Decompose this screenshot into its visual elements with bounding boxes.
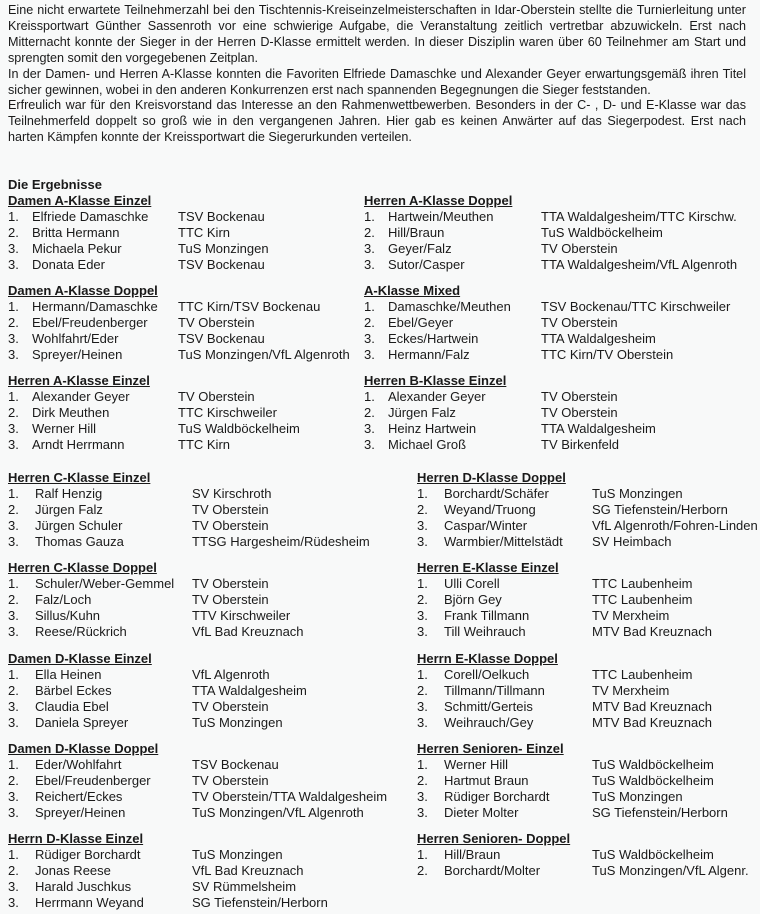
player-name: Spreyer/Heinen (35, 804, 126, 820)
club-name: TV Merxheim (592, 607, 670, 623)
placement: 3. (8, 256, 19, 272)
club-name: TuS Monzingen (192, 846, 283, 862)
club-name: SV Rümmelsheim (192, 878, 297, 894)
result-row (417, 846, 714, 863)
result-row (8, 772, 269, 789)
player-name: Elfriede Damaschke (32, 208, 149, 224)
result-row (8, 698, 269, 715)
player-name: Weyand/Truong (444, 501, 536, 517)
result-row (417, 517, 758, 534)
result-row (417, 485, 683, 502)
placement: 3. (8, 623, 19, 639)
club-name: TTA Waldalgesheim (541, 330, 656, 346)
result-row (417, 501, 728, 518)
result-row (417, 714, 712, 731)
results-section (417, 470, 758, 549)
placement: 3. (8, 517, 19, 533)
placement: 2. (8, 862, 19, 878)
club-name: TV Oberstein (541, 404, 618, 420)
results-section (8, 470, 370, 549)
club-name: TuS Monzingen (192, 714, 283, 730)
placement: 2. (364, 404, 375, 420)
result-row (364, 240, 618, 257)
player-name: Herrmann Weyand (35, 894, 144, 910)
player-name: Hermann/Falz (388, 346, 470, 362)
club-name: TV Oberstein (541, 388, 618, 404)
player-name: Wohlfahrt/Eder (32, 330, 119, 346)
result-row (8, 862, 304, 879)
result-row (417, 575, 693, 592)
result-row (8, 682, 307, 699)
result-row (8, 314, 255, 331)
section-title: Herren A-Klasse Einzel (8, 373, 150, 388)
club-name: TTA Waldalgesheim/VfL Algenroth (541, 256, 738, 272)
results-section (364, 283, 731, 362)
placement: 1. (417, 666, 428, 682)
result-row (8, 846, 283, 863)
club-name: TTC Laubenheim (592, 591, 693, 607)
player-name: Frank Tillmann (444, 607, 530, 623)
club-name: TTC Kirn/TV Oberstein (541, 346, 674, 362)
section-title: Herren Senioren- Doppel (417, 831, 571, 846)
player-name: Damaschke/Meuthen (388, 298, 511, 314)
placement: 1. (364, 388, 375, 404)
result-row (417, 772, 714, 789)
section-title: Damen D-Klasse Doppel (8, 741, 159, 756)
player-name: Falz/Loch (35, 591, 92, 607)
player-name: Werner Hill (444, 756, 509, 772)
player-name: Corell/Oelkuch (444, 666, 530, 682)
placement: 1. (417, 575, 428, 591)
club-name: TTA Waldalgesheim (192, 682, 307, 698)
player-name: Tillmann/Tillmann (444, 682, 545, 698)
club-name: MTV Bad Kreuznach (592, 714, 712, 730)
placement: 1. (364, 208, 375, 224)
placement: 3. (8, 714, 19, 730)
placement: 3. (8, 894, 19, 910)
results-section (8, 651, 307, 730)
player-name: Borchardt/Molter (444, 862, 541, 878)
section-title: Herren B-Klasse Einzel (364, 373, 507, 388)
placement: 3. (8, 436, 19, 452)
result-row (8, 436, 230, 453)
result-row (364, 420, 656, 437)
result-row (8, 894, 328, 911)
club-name: TuS Monzingen (592, 788, 683, 804)
player-name: Sillus/Kuhn (35, 607, 101, 623)
player-name: Harald Juschkus (35, 878, 132, 894)
player-name: Caspar/Winter (444, 517, 528, 533)
results-section (364, 193, 738, 272)
placement: 1. (364, 298, 375, 314)
club-name: SG Tiefenstein/Herborn (592, 804, 728, 820)
result-row (364, 208, 737, 225)
placement: 3. (417, 533, 428, 549)
club-name: TuS Monzingen/VfL Algenroth (178, 346, 350, 362)
result-row (8, 804, 364, 821)
placement: 3. (417, 607, 428, 623)
player-name: Till Weihrauch (444, 623, 526, 639)
result-row (8, 298, 321, 315)
placement: 2. (417, 682, 428, 698)
club-name: TV Oberstein (178, 388, 255, 404)
placement: 2. (364, 314, 375, 330)
results-section (364, 373, 656, 452)
intro-paragraph: In der Damen- und Herren A-Klasse konnten die Favoriten Elfriede Damaschke und Alexander Geyer erwartungsgemäß ihren Titel sicher gewinnen, wobei in den anderen Konkurrenzen erst nach spannenden Begegnungen die Sieger feststanden. (8, 66, 746, 97)
result-row (8, 420, 300, 437)
placement: 2. (8, 224, 19, 240)
player-name: Werner Hill (32, 420, 97, 436)
result-row (8, 533, 370, 550)
intro-text (8, 3, 746, 146)
results-section (8, 741, 388, 820)
placement: 1. (417, 846, 428, 862)
player-name: Jonas Reese (35, 862, 111, 878)
player-name: Hill/Braun (388, 224, 445, 240)
section-title: Herrn E-Klasse Doppel (417, 651, 558, 666)
player-name: Ralf Henzig (35, 485, 103, 501)
section-title: Herren C-Klasse Einzel (8, 470, 151, 485)
player-name: Hartwein/Meuthen (388, 208, 494, 224)
result-row (8, 666, 270, 683)
placement: 2. (8, 682, 19, 698)
results-section (417, 651, 712, 730)
placement: 3. (8, 804, 19, 820)
placement: 3. (364, 346, 375, 362)
club-name: TuS Monzingen (178, 240, 269, 256)
placement: 3. (417, 714, 428, 730)
result-row (8, 256, 265, 273)
club-name: SG Tiefenstein/Herborn (592, 501, 728, 517)
placement: 1. (417, 485, 428, 501)
intro-paragraph: Erfreulich war für den Kreisvorstand das Interesse an den Rahmenwettbewerben. Besonders in der C- , D- und E-Klasse war das Teilnehmerfeld doppelt so groß wie in den vergangenen Jahren. Hier gab es keinen Anwärter auf das Siegerpodest. Erst nach harten Kämpfen konnte der Kreissportwart die Siegerurkunden verteilen. (8, 98, 746, 145)
placement: 3. (417, 788, 428, 804)
result-row (8, 623, 304, 640)
placement: 2. (417, 501, 428, 517)
result-row (417, 607, 670, 624)
player-name: Geyer/Falz (388, 240, 452, 256)
result-row (364, 224, 663, 241)
result-row (364, 314, 618, 331)
player-name: Bärbel Eckes (35, 682, 112, 698)
player-name: Björn Gey (444, 591, 502, 607)
section-title: Herren Senioren- Einzel (417, 741, 564, 756)
result-row (8, 501, 269, 518)
placement: 3. (8, 420, 19, 436)
club-name: TTA Waldalgesheim/TTC Kirschw. (541, 208, 737, 224)
placement: 2. (8, 501, 19, 517)
player-name: Borchardt/Schäfer (444, 485, 549, 501)
player-name: Alexander Geyer (388, 388, 486, 404)
result-row (417, 862, 749, 879)
player-name: Sutor/Casper (388, 256, 465, 272)
placement: 1. (8, 485, 19, 501)
club-name: TuS Waldböckelheim (592, 772, 714, 788)
club-name: TTA Waldalgesheim (541, 420, 656, 436)
player-name: Ebel/Freudenberger (35, 772, 151, 788)
result-row (8, 878, 297, 895)
placement: 1. (8, 575, 19, 591)
section-title: Herrn D-Klasse Einzel (8, 831, 144, 846)
player-name: Jürgen Schuler (35, 517, 123, 533)
player-name: Rüdiger Borchardt (35, 846, 141, 862)
placement: 3. (8, 330, 19, 346)
player-name: Weihrauch/Gey (444, 714, 534, 730)
placement: 3. (8, 607, 19, 623)
section-title: Damen A-Klasse Doppel (8, 283, 158, 298)
result-row (8, 591, 269, 608)
club-name: TV Oberstein (541, 240, 618, 256)
section-title: A-Klasse Mixed (364, 283, 461, 298)
placement: 3. (364, 256, 375, 272)
player-name: Rüdiger Borchardt (444, 788, 550, 804)
result-row (8, 788, 388, 805)
placement: 3. (8, 698, 19, 714)
result-row (8, 756, 279, 773)
player-name: Warmbier/Mittelstädt (444, 533, 563, 549)
player-name: Arndt Herrmann (32, 436, 125, 452)
placement: 2. (417, 591, 428, 607)
player-name: Alexander Geyer (32, 388, 130, 404)
club-name: TV Oberstein (192, 575, 269, 591)
club-name: VfL Bad Kreuznach (192, 862, 304, 878)
club-name: TuS Monzingen (592, 485, 683, 501)
section-title: Herren C-Klasse Doppel (8, 560, 157, 575)
placement: 2. (8, 591, 19, 607)
club-name: TTC Kirn/TSV Bockenau (178, 298, 321, 314)
result-row (364, 404, 618, 421)
placement: 1. (8, 388, 19, 404)
player-name: Ebel/Freudenberger (32, 314, 148, 330)
club-name: TTC Kirschweiler (178, 404, 277, 420)
club-name: TuS Waldböckelheim (178, 420, 300, 436)
club-name: TV Birkenfeld (541, 436, 620, 452)
result-row (8, 404, 277, 421)
result-row (364, 256, 738, 273)
placement: 3. (8, 878, 19, 894)
result-row (8, 208, 265, 225)
player-name: Dieter Molter (444, 804, 519, 820)
club-name: TTSG Hargesheim/Rüdesheim (192, 533, 370, 549)
player-name: Thomas Gauza (35, 533, 124, 549)
player-name: Spreyer/Heinen (32, 346, 123, 362)
club-name: TV Merxheim (592, 682, 670, 698)
club-name: SV Heimbach (592, 533, 672, 549)
result-row (8, 485, 272, 502)
result-row (8, 346, 350, 363)
club-name: TV Oberstein (192, 698, 269, 714)
placement: 1. (417, 756, 428, 772)
player-name: Britta Hermann (32, 224, 120, 240)
results-section (417, 741, 728, 820)
player-name: Reichert/Eckes (35, 788, 123, 804)
player-name: Claudia Ebel (35, 698, 109, 714)
club-name: TSV Bockenau (178, 208, 265, 224)
club-name: TV Oberstein (192, 517, 269, 533)
placement: 3. (417, 623, 428, 639)
club-name: TTC Kirn (178, 436, 230, 452)
result-row (364, 388, 618, 405)
player-name: Daniela Spreyer (35, 714, 129, 730)
player-name: Jürgen Falz (388, 404, 456, 420)
player-name: Schuler/Weber-Gemmel (35, 575, 175, 591)
club-name: TuS Monzingen/VfL Algenr. (592, 862, 749, 878)
result-row (8, 575, 269, 592)
club-name: TuS Waldböckelheim (592, 846, 714, 862)
player-name: Jürgen Falz (35, 501, 103, 517)
placement: 2. (417, 862, 428, 878)
result-row (364, 346, 674, 363)
player-name: Eckes/Hartwein (388, 330, 479, 346)
placement: 3. (8, 533, 19, 549)
placement: 2. (8, 404, 19, 420)
club-name: TSV Bockenau (178, 330, 265, 346)
club-name: MTV Bad Kreuznach (592, 698, 712, 714)
club-name: TSV Bockenau/TTC Kirschweiler (541, 298, 731, 314)
result-row (8, 714, 283, 731)
result-row (8, 330, 265, 347)
placement: 1. (8, 208, 19, 224)
section-title: Herren E-Klasse Einzel (417, 560, 559, 575)
placement: 3. (364, 420, 375, 436)
placement: 3. (364, 436, 375, 452)
result-row (417, 623, 712, 640)
club-name: MTV Bad Kreuznach (592, 623, 712, 639)
player-name: Michael Groß (388, 436, 467, 452)
club-name: SG Tiefenstein/Herborn (192, 894, 328, 910)
club-name: TTV Kirschweiler (192, 607, 291, 623)
results-heading: Die Ergebnisse (8, 177, 102, 192)
club-name: TV Oberstein (192, 591, 269, 607)
placement: 2. (417, 772, 428, 788)
placement: 2. (364, 224, 375, 240)
club-name: TTC Kirn (178, 224, 230, 240)
result-row (417, 682, 670, 699)
result-row (417, 756, 714, 773)
placement: 3. (364, 240, 375, 256)
results-section (417, 831, 749, 879)
club-name: TV Oberstein (192, 501, 269, 517)
section-title: Herren A-Klasse Doppel (364, 193, 513, 208)
club-name: TTC Laubenheim (592, 575, 693, 591)
club-name: VfL Algenroth (192, 666, 270, 682)
result-row (8, 607, 291, 624)
placement: 3. (417, 804, 428, 820)
result-row (364, 436, 620, 453)
player-name: Hermann/Damaschke (32, 298, 158, 314)
result-row (8, 240, 269, 257)
player-name: Heinz Hartwein (388, 420, 477, 436)
results-section (8, 373, 300, 452)
club-name: TV Oberstein (541, 314, 618, 330)
results-section (417, 560, 712, 639)
player-name: Ulli Corell (444, 575, 500, 591)
placement: 1. (8, 666, 19, 682)
placement: 3. (364, 330, 375, 346)
player-name: Donata Eder (32, 256, 105, 272)
result-row (8, 224, 230, 241)
club-name: TuS Monzingen/VfL Algenroth (192, 804, 364, 820)
player-name: Hill/Braun (444, 846, 501, 862)
result-row (8, 517, 269, 534)
club-name: TuS Waldböckelheim (592, 756, 714, 772)
club-name: TuS Waldböckelheim (541, 224, 663, 240)
club-name: TTC Laubenheim (592, 666, 693, 682)
result-row (417, 666, 693, 683)
result-row (417, 591, 693, 608)
club-name: TV Oberstein (192, 772, 269, 788)
placement: 3. (417, 517, 428, 533)
club-name: TSV Bockenau (178, 256, 265, 272)
placement: 2. (8, 314, 19, 330)
player-name: Ebel/Geyer (388, 314, 454, 330)
placement: 3. (8, 346, 19, 362)
placement: 3. (8, 240, 19, 256)
result-row (364, 298, 731, 315)
result-row (417, 698, 712, 715)
placement: 1. (8, 298, 19, 314)
club-name: TSV Bockenau (192, 756, 279, 772)
player-name: Eder/Wohlfahrt (35, 756, 122, 772)
player-name: Michaela Pekur (32, 240, 122, 256)
player-name: Schmitt/Gerteis (444, 698, 533, 714)
placement: 3. (417, 698, 428, 714)
club-name: TV Oberstein/TTA Waldalgesheim (192, 788, 388, 804)
club-name: SV Kirschroth (192, 485, 272, 501)
result-row (8, 388, 255, 405)
player-name: Dirk Meuthen (32, 404, 110, 420)
club-name: VfL Algenroth/Fohren-Linden (592, 517, 758, 533)
club-name: VfL Bad Kreuznach (192, 623, 304, 639)
player-name: Reese/Rückrich (35, 623, 127, 639)
result-row (417, 804, 728, 821)
placement: 1. (8, 756, 19, 772)
result-row (364, 330, 656, 347)
placement: 1. (8, 846, 19, 862)
section-title: Damen A-Klasse Einzel (8, 193, 152, 208)
results-section (8, 283, 350, 362)
results-section (8, 193, 269, 272)
result-row (417, 788, 683, 805)
club-name: TV Oberstein (178, 314, 255, 330)
section-title: Herren D-Klasse Doppel (417, 470, 566, 485)
player-name: Hartmut Braun (444, 772, 529, 788)
results-section (8, 831, 328, 910)
section-title: Damen D-Klasse Einzel (8, 651, 152, 666)
player-name: Ella Heinen (35, 666, 102, 682)
placement: 2. (8, 772, 19, 788)
placement: 3. (8, 788, 19, 804)
result-row (417, 533, 672, 550)
results-section (8, 560, 304, 639)
intro-paragraph: Eine nicht erwartete Teilnehmerzahl bei den Tischtennis-Kreiseinzelmeisterschaften in Idar-Oberstein stellte die Turnierleitung unter Kreissportwart Günther Sassenroth vor eine schwierige Aufgabe, die Veranstaltung zeitlich vertretbar abzuwickeln. Erst nach Mitternacht konnte der Sieger in der Herren D-Klasse ermittelt werden. In dieser Disziplin waren über 60 Teilnehmer am Start und sprengten somit den vorgegebenen Zeitplan. (8, 3, 746, 65)
